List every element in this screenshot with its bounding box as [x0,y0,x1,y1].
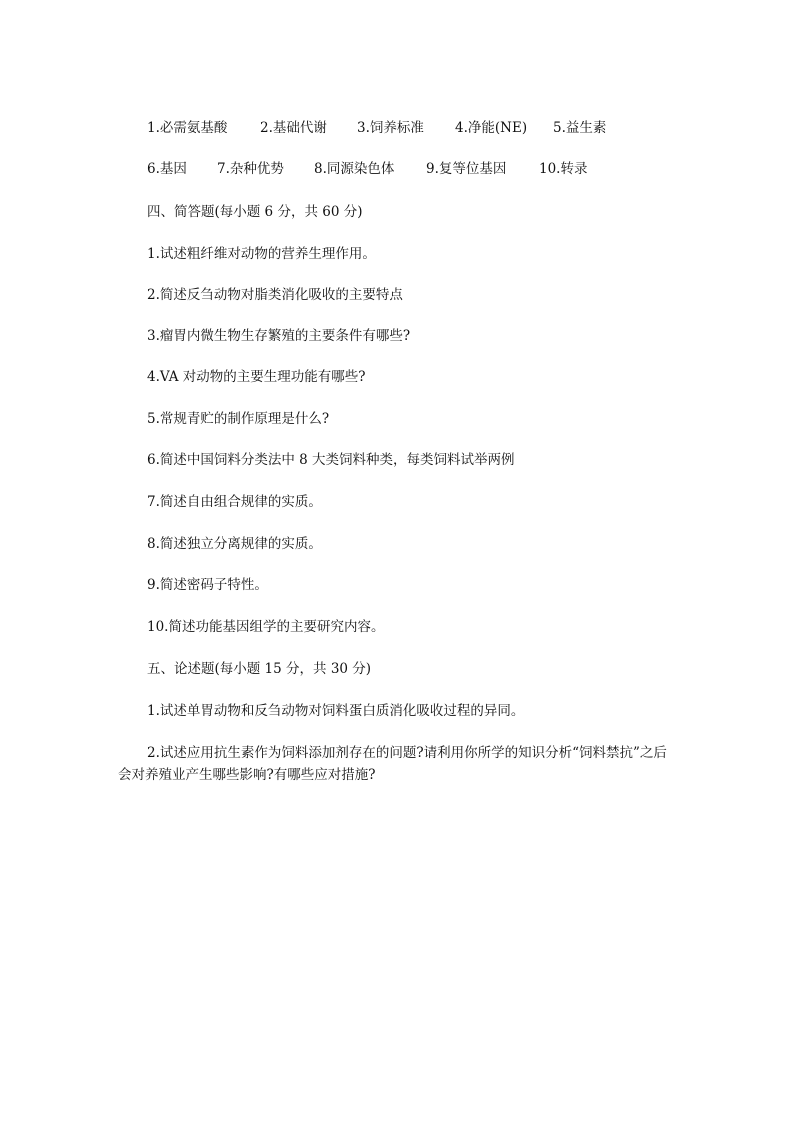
term-item: 2.基础代谢 [260,120,327,136]
section-heading-short-answer: 四、简答题(每小题 6 分，共 60 分) [147,204,363,220]
question-item: 4.VA 对动物的主要生理功能有哪些? [147,369,366,385]
question-item: 6.简述中国饲料分类法中 8 大类饲料种类，每类饲料试举两例 [147,452,515,468]
question-item: 3.瘤胃内微生物生存繁殖的主要条件有哪些? [147,328,411,344]
term-item: 7.杂种优势 [217,161,284,177]
question-item: 5.常规青贮的制作原理是什么? [147,411,330,427]
term-item: 9.复等位基因 [426,161,507,177]
question-item: 1.试述粗纤维对动物的营养生理作用。 [147,246,376,262]
term-item: 3.饲养标准 [357,120,424,136]
question-item: 1.试述单胃动物和反刍动物对饲料蛋白质消化吸收过程的异同。 [147,703,525,719]
term-item: 8.同源染色体 [314,161,395,177]
term-item: 1.必需氨基酸 [147,120,228,136]
question-item: 10.简述功能基因组学的主要研究内容。 [147,619,385,635]
question-item-multiline: 2.试述应用抗生素作为饲料添加剂存在的问题?请利用你所学的知识分析“饲料禁抗”之后会对养殖业产生哪些影响?有哪些应对措施? [118,745,667,783]
term-item: 6.基因 [147,161,187,177]
question-item: 9.简述密码子特性。 [147,577,268,593]
question-item: 2.简述反刍动物对脂类消化吸收的主要特点 [147,287,403,303]
term-item: 5.益生素 [553,120,607,136]
term-item: 4.净能(NE) [455,120,528,136]
section-heading-essay: 五、论述题(每小题 15 分，共 30 分) [147,661,372,677]
term-item: 10.转录 [539,161,588,177]
question-item: 7.简述自由组合规律的实质。 [147,494,322,510]
question-item: 8.简述独立分离规律的实质。 [147,536,322,552]
